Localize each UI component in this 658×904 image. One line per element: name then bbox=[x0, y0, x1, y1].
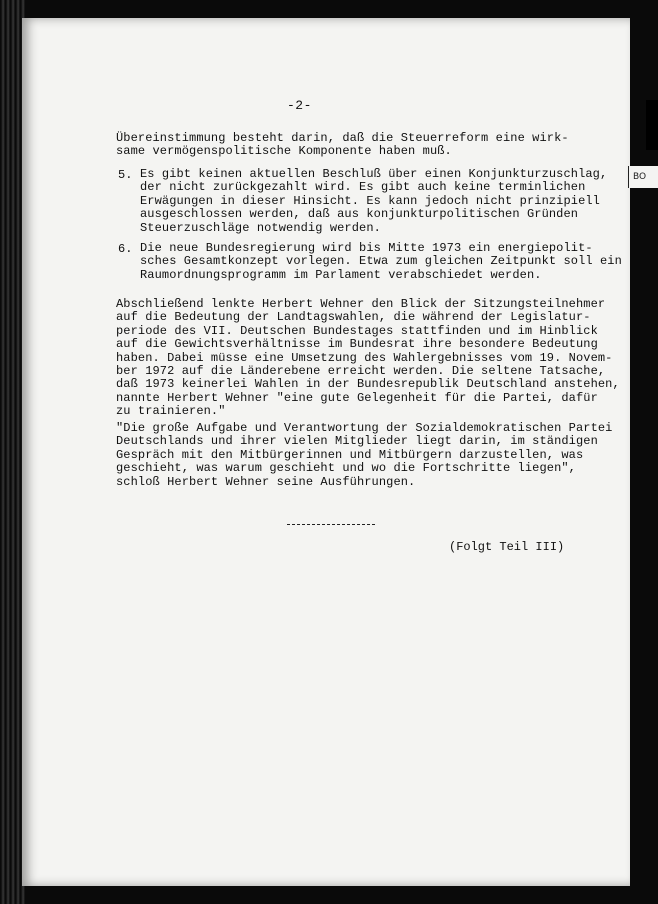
paragraph-landtagswahlen: Abschließend lenkte Herbert Wehner den Blick der Sitzungsteilnehmer auf die Bedeutung der Landtagswahlen, die während der Legislatur- periode des VII. Deutschen Bundestages stattfinden und im Hinblick auf die Gewichtsverhältnisse im Bundesrat ihre besondere Bedeutung haben. Dabei müsse eine Umsetzung des Wahlergebnisses vom 19. Novem- ber 1972 auf die Länderebene erreicht werden. Die seltene Tatsache, daß 1973 keinerlei Wahlen in der Bundesrepublik Deutschland anstehen, nannte Herbert Wehner "eine gute Gelegenheit für die Partei, dafür zu trainieren." bbox=[116, 297, 620, 419]
item-text-6: Die neue Bundesregierung wird bis Mitte 1973 ein energiepolit- sches Gesamtkonzept vorlegen. Etwa zum gleichen Zeitpunkt soll ein Raumordnungsprogramm im Parlament verabschiedet werden. bbox=[140, 241, 622, 282]
document-page bbox=[22, 18, 630, 886]
continuation-note: (Folgt Teil III) bbox=[449, 540, 565, 554]
paragraph-quote: "Die große Aufgabe und Verantwortung der Sozialdemokratischen Partei Deutschlands und ihrer vielen Mitglieder liegt darin, im ständigen Gespräch mit den Mitbürgerinnen und Mitbürgern darzustellen, was geschieht, was warum geschieht und wo die Fortschritte liegen", schloß Herbert Wehner seine Ausführungen. bbox=[116, 421, 613, 489]
page-number: -2- bbox=[287, 98, 312, 113]
scan-edge-right-bar bbox=[646, 100, 658, 150]
separator-rule bbox=[287, 524, 375, 525]
item-number-5: 5. bbox=[118, 168, 133, 182]
intro-paragraph: Übereinstimmung besteht darin, daß die Steuerreform eine wirk- same vermögenspolitische Komponente haben muß. bbox=[116, 131, 569, 159]
item-number-6: 6. bbox=[118, 242, 133, 256]
adjacent-page-fragment: BO bbox=[628, 166, 658, 188]
item-text-5: Es gibt keinen aktuellen Beschluß über einen Konjunkturzuschlag, der nicht zurückgezahlt wird. Es gibt auch keine terminlichen Erwägungen in dieser Hinsicht. Es kann jedoch nicht prinzipiell ausgeschlossen werden, daß aus konjunkturpolitischen Gründen Steuerzuschläge notwendig werden. bbox=[140, 167, 608, 235]
